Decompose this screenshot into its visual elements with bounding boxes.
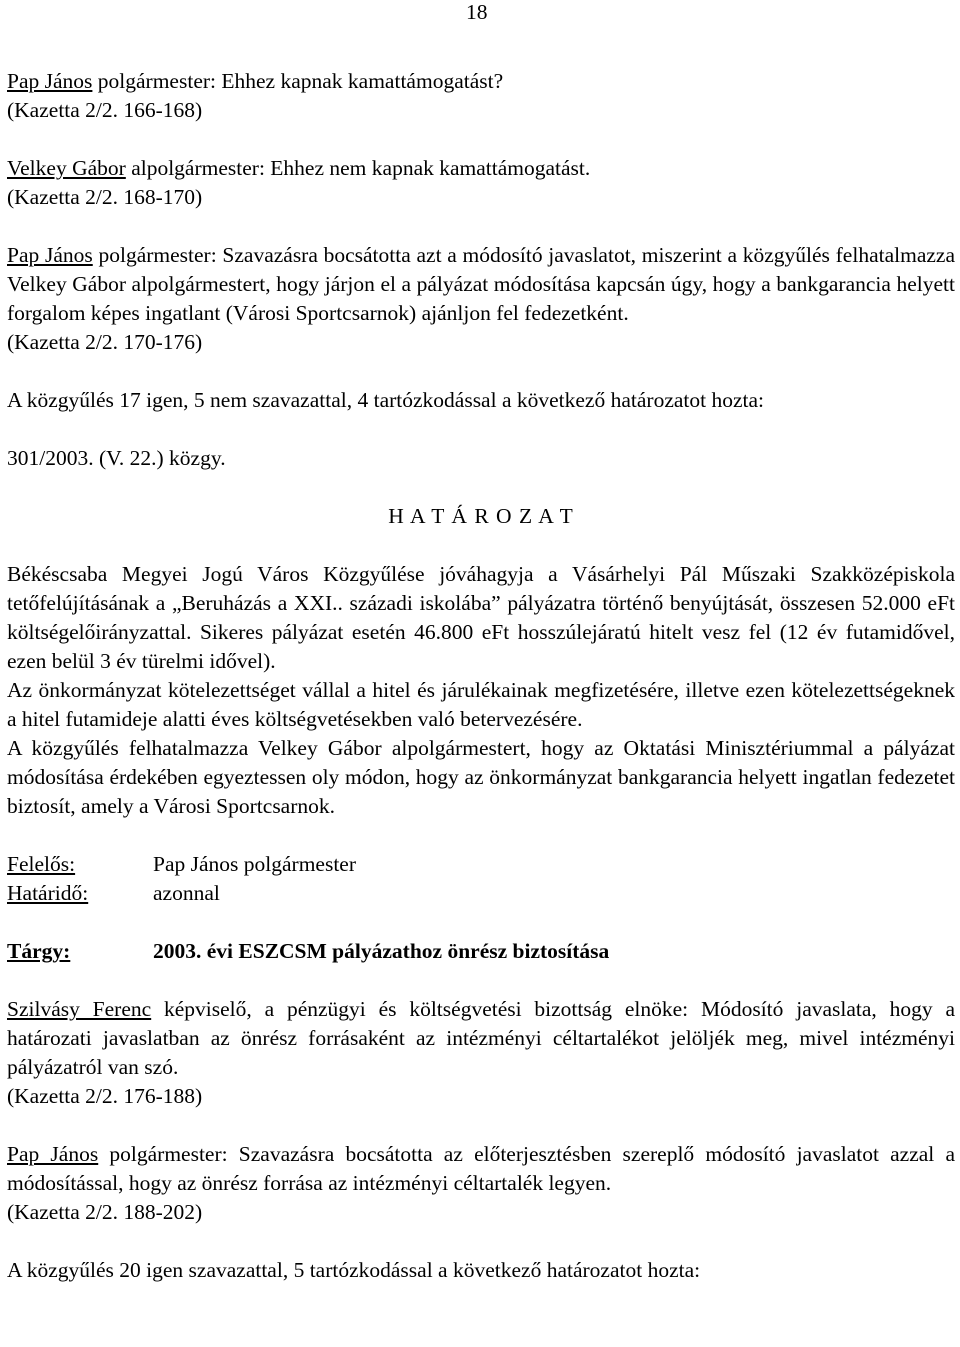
resolution-paragraph: Az önkormányzat kötelezettséget vállal a hitel és járulékainak megfizetésére, illetve ezen kötelezettségeknek a hitel futamideje alatti éves költségvetésekben való betervezésére. <box>7 678 955 731</box>
speech-text: polgármester: Szavazásra bocsátotta azt a módosító javaslatot, miszerint a közgyűlés felhatalmazza Velkey Gábor alpolgármestert, hogy járjon el a pályázat módosítása kapcsán úgy, hogy a bankgarancia helyett forgalom képes ingatlant (Városi Sportcsarnok) ajánljon fel fedezetként. <box>7 243 955 325</box>
responsible-row <box>7 850 955 879</box>
speech-text: képviselő, a pénzügyi és költségvetési bizottság elnöke: Módosító javaslata, hogy a határozati javaslatban az önrész forrásaként az intézményi céltartalékot jelöljék meg, mivel intézményi pályázatról van szó. <box>7 997 955 1079</box>
speech-text: polgármester: Ehhez kapnak kamattámogatást? <box>92 69 504 93</box>
tape-reference: (Kazetta 2/2. 176-188) <box>7 1084 203 1108</box>
resolution-paragraph: Békéscsaba Megyei Jogú Város Közgyűlése jóváhagyja a Vásárhelyi Pál Műszaki Szakközépiskola tetőfelújításának a „Beruházás a XXI.. századi iskolába” pályázatra történő benyújtását, összesen 52.000 eFt költségelőirányzattal. Sikeres pályázat esetén 46.800 eFt hosszúlejáratú hitelt vesz fel (12 év futamidővel, ezen belül 3 év türelmi idővel). <box>7 562 955 673</box>
speech-paragraph <box>7 1140 955 1198</box>
speech-paragraph <box>7 241 955 328</box>
vote-result: A közgyűlés 20 igen szavazattal, 5 tartózkodással a következő határozatot hozta: <box>7 1258 701 1282</box>
speaker-name: Pap János <box>7 1142 99 1166</box>
speaker-name: Pap János <box>7 243 93 267</box>
resolution-paragraph: A közgyűlés felhatalmazza Velkey Gábor alpolgármestert, hogy az Oktatási Minisztériummal a pályázat módosítása érdekében egyeztessen oly módon, hogy az önkormányzat bankgarancia helyett ingatlan fedezetet biztosít, amely a Városi Sportcsarnok. <box>7 736 955 818</box>
deadline-row <box>7 879 955 908</box>
speaker-name: Velkey Gábor <box>7 156 126 180</box>
tape-reference: (Kazetta 2/2. 168-170) <box>7 185 203 209</box>
vote-result: A közgyűlés 17 igen, 5 nem szavazattal, 4 tartózkodással a következő határozatot hozta: <box>7 388 765 412</box>
tape-reference: (Kazetta 2/2. 166-168) <box>7 98 203 122</box>
speech-paragraph <box>7 67 955 96</box>
speaker-name: Szilvásy Ferenc <box>7 997 152 1021</box>
document-body <box>7 67 955 1285</box>
resolution-title: H A T Á R O Z A T <box>388 504 574 528</box>
tape-reference: (Kazetta 2/2. 188-202) <box>7 1200 203 1224</box>
responsible-label: Felelős: <box>7 852 76 876</box>
resolution-number: 301/2003. (V. 22.) közgy. <box>7 446 226 470</box>
subject-value: 2003. évi ESZCSM pályázathoz önrész biztosítása <box>153 939 610 963</box>
page-number: 18 <box>466 0 488 24</box>
speech-text: polgármester: Szavazásra bocsátotta az előterjesztésben szereplő módosító javaslatot azzal a módosítással, hogy az önrész forrása az intézményi céltartalék legyen. <box>7 1142 956 1195</box>
speaker-name: Pap János <box>7 69 93 93</box>
responsible-value: Pap János polgármester <box>153 852 357 876</box>
subject-row <box>7 937 955 966</box>
speech-text: alpolgármester: Ehhez nem kapnak kamattámogatást. <box>125 156 591 180</box>
tape-reference: (Kazetta 2/2. 170-176) <box>7 330 203 354</box>
deadline-label: Határidő: <box>7 881 89 905</box>
speech-paragraph <box>7 154 955 183</box>
subject-label: Tárgy: <box>7 939 71 963</box>
deadline-value: azonnal <box>153 881 220 905</box>
speech-paragraph <box>7 995 955 1082</box>
